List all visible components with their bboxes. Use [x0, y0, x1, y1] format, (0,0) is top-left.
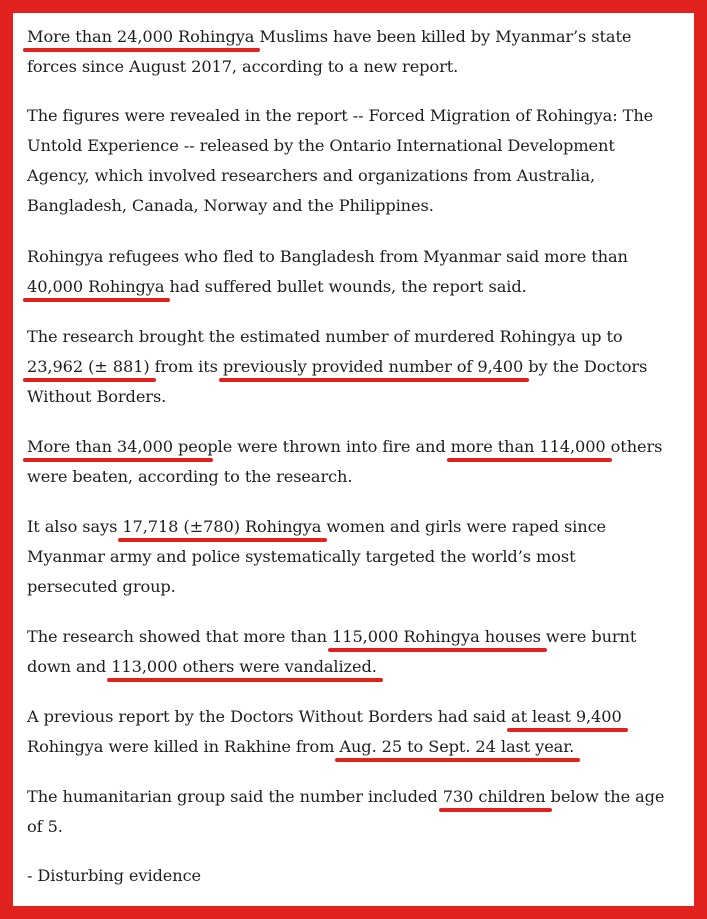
- text-line: [27, 191, 653, 221]
- text-segment: - Disturbing evidence: [27, 866, 202, 885]
- underlined-phrase: more than 114,000: [450, 437, 606, 456]
- text-segment: Agency, which involved researchers and organizations from Australia,: [27, 166, 596, 185]
- underlined-phrase: More than 34,000 peo: [27, 437, 208, 456]
- text-line: [27, 652, 636, 682]
- text-line: [27, 812, 664, 842]
- underlined-phrase: previously provided number of 9,400: [222, 357, 524, 376]
- text-segment: Rohingya refugees who fled to Bangladesh from Myanmar said more than: [27, 247, 628, 266]
- paragraph-3: [27, 242, 628, 302]
- text-segment: ple were thrown into fire and: [207, 437, 451, 456]
- text-segment: forces since August 2017, according to a new report.: [27, 57, 459, 76]
- underlined-phrase: 17,718 (±780) Rohingya: [122, 517, 322, 536]
- text-segment: were beaten, according to the research.: [27, 467, 353, 486]
- underlined-phrase: 40,000 Rohingya: [27, 277, 165, 296]
- underlined-phrase: at least 9,400: [511, 707, 622, 726]
- text-line: [27, 131, 653, 161]
- text-segment: down and: [27, 657, 112, 676]
- text-segment: from its: [149, 357, 223, 376]
- text-segment: of 5.: [27, 817, 63, 836]
- text-segment: The research showed that more than: [27, 627, 333, 646]
- text-line: [27, 352, 647, 382]
- paragraph-1: [27, 22, 631, 82]
- text-line: [27, 382, 647, 412]
- paragraph-4: [27, 322, 647, 412]
- text-line: [27, 512, 606, 542]
- text-segment: It also says: [27, 517, 123, 536]
- text-segment: below the age: [545, 787, 665, 806]
- paragraph-5: [27, 432, 662, 492]
- text-segment: persecuted group.: [27, 577, 176, 596]
- text-line: [27, 322, 647, 352]
- text-segment: A previous report by the Doctors Without Borders had said: [27, 707, 512, 726]
- underlined-phrase: 113,000 others were vandalized.: [111, 657, 377, 676]
- text-segment: had suffered bullet wounds, the report said.: [164, 277, 527, 296]
- text-segment: Muslims have been killed by Myanmar’s state: [254, 27, 632, 46]
- text-line: [27, 622, 636, 652]
- text-line: [27, 572, 606, 602]
- underlined-phrase: More than 24,000 Rohingya: [27, 27, 255, 46]
- text-line: [27, 52, 631, 82]
- text-segment: Bangladesh, Canada, Norway and the Philippines.: [27, 196, 434, 215]
- paragraph-9: [27, 782, 664, 842]
- text-segment: were burnt: [540, 627, 637, 646]
- text-segment: Untold Experience -- released by the Ontario International Development: [27, 136, 615, 155]
- text-line: [27, 22, 631, 52]
- text-line: [27, 272, 628, 302]
- underlined-phrase: 115,000 Rohingya houses: [332, 627, 541, 646]
- text-segment: The figures were revealed in the report -- Forced Migration of Rohingya: The: [27, 106, 654, 125]
- paragraph-7: [27, 622, 636, 682]
- text-segment: others: [605, 437, 663, 456]
- paragraph-8: [27, 702, 622, 762]
- paragraph-6: [27, 512, 606, 602]
- text-segment: The research brought the estimated number of murdered Rohingya up to: [27, 327, 623, 346]
- text-line: [27, 542, 606, 572]
- underlined-phrase: Aug. 25 to Sept. 24 last year.: [339, 737, 575, 756]
- text-segment: women and girls were raped since: [321, 517, 607, 536]
- text-segment: The humanitarian group said the number included: [27, 787, 443, 806]
- text-line: [27, 782, 664, 812]
- text-line: [27, 861, 201, 891]
- text-line: [27, 101, 653, 131]
- text-line: [27, 432, 662, 462]
- underlined-phrase: 23,962 (± 881): [27, 357, 150, 376]
- text-segment: Rohingya were killed in Rakhine from: [27, 737, 340, 756]
- text-segment: Without Borders.: [27, 387, 167, 406]
- text-line: [27, 702, 622, 732]
- text-segment: by the Doctors: [523, 357, 648, 376]
- paragraph-2: [27, 101, 653, 221]
- text-line: [27, 161, 653, 191]
- paragraph-10: [27, 861, 201, 891]
- article-page: [13, 13, 694, 906]
- text-segment: Myanmar army and police systematically targeted the world’s most: [27, 547, 576, 566]
- underlined-phrase: 730 children: [442, 787, 546, 806]
- text-line: [27, 242, 628, 272]
- text-line: [27, 732, 622, 762]
- text-line: [27, 462, 662, 492]
